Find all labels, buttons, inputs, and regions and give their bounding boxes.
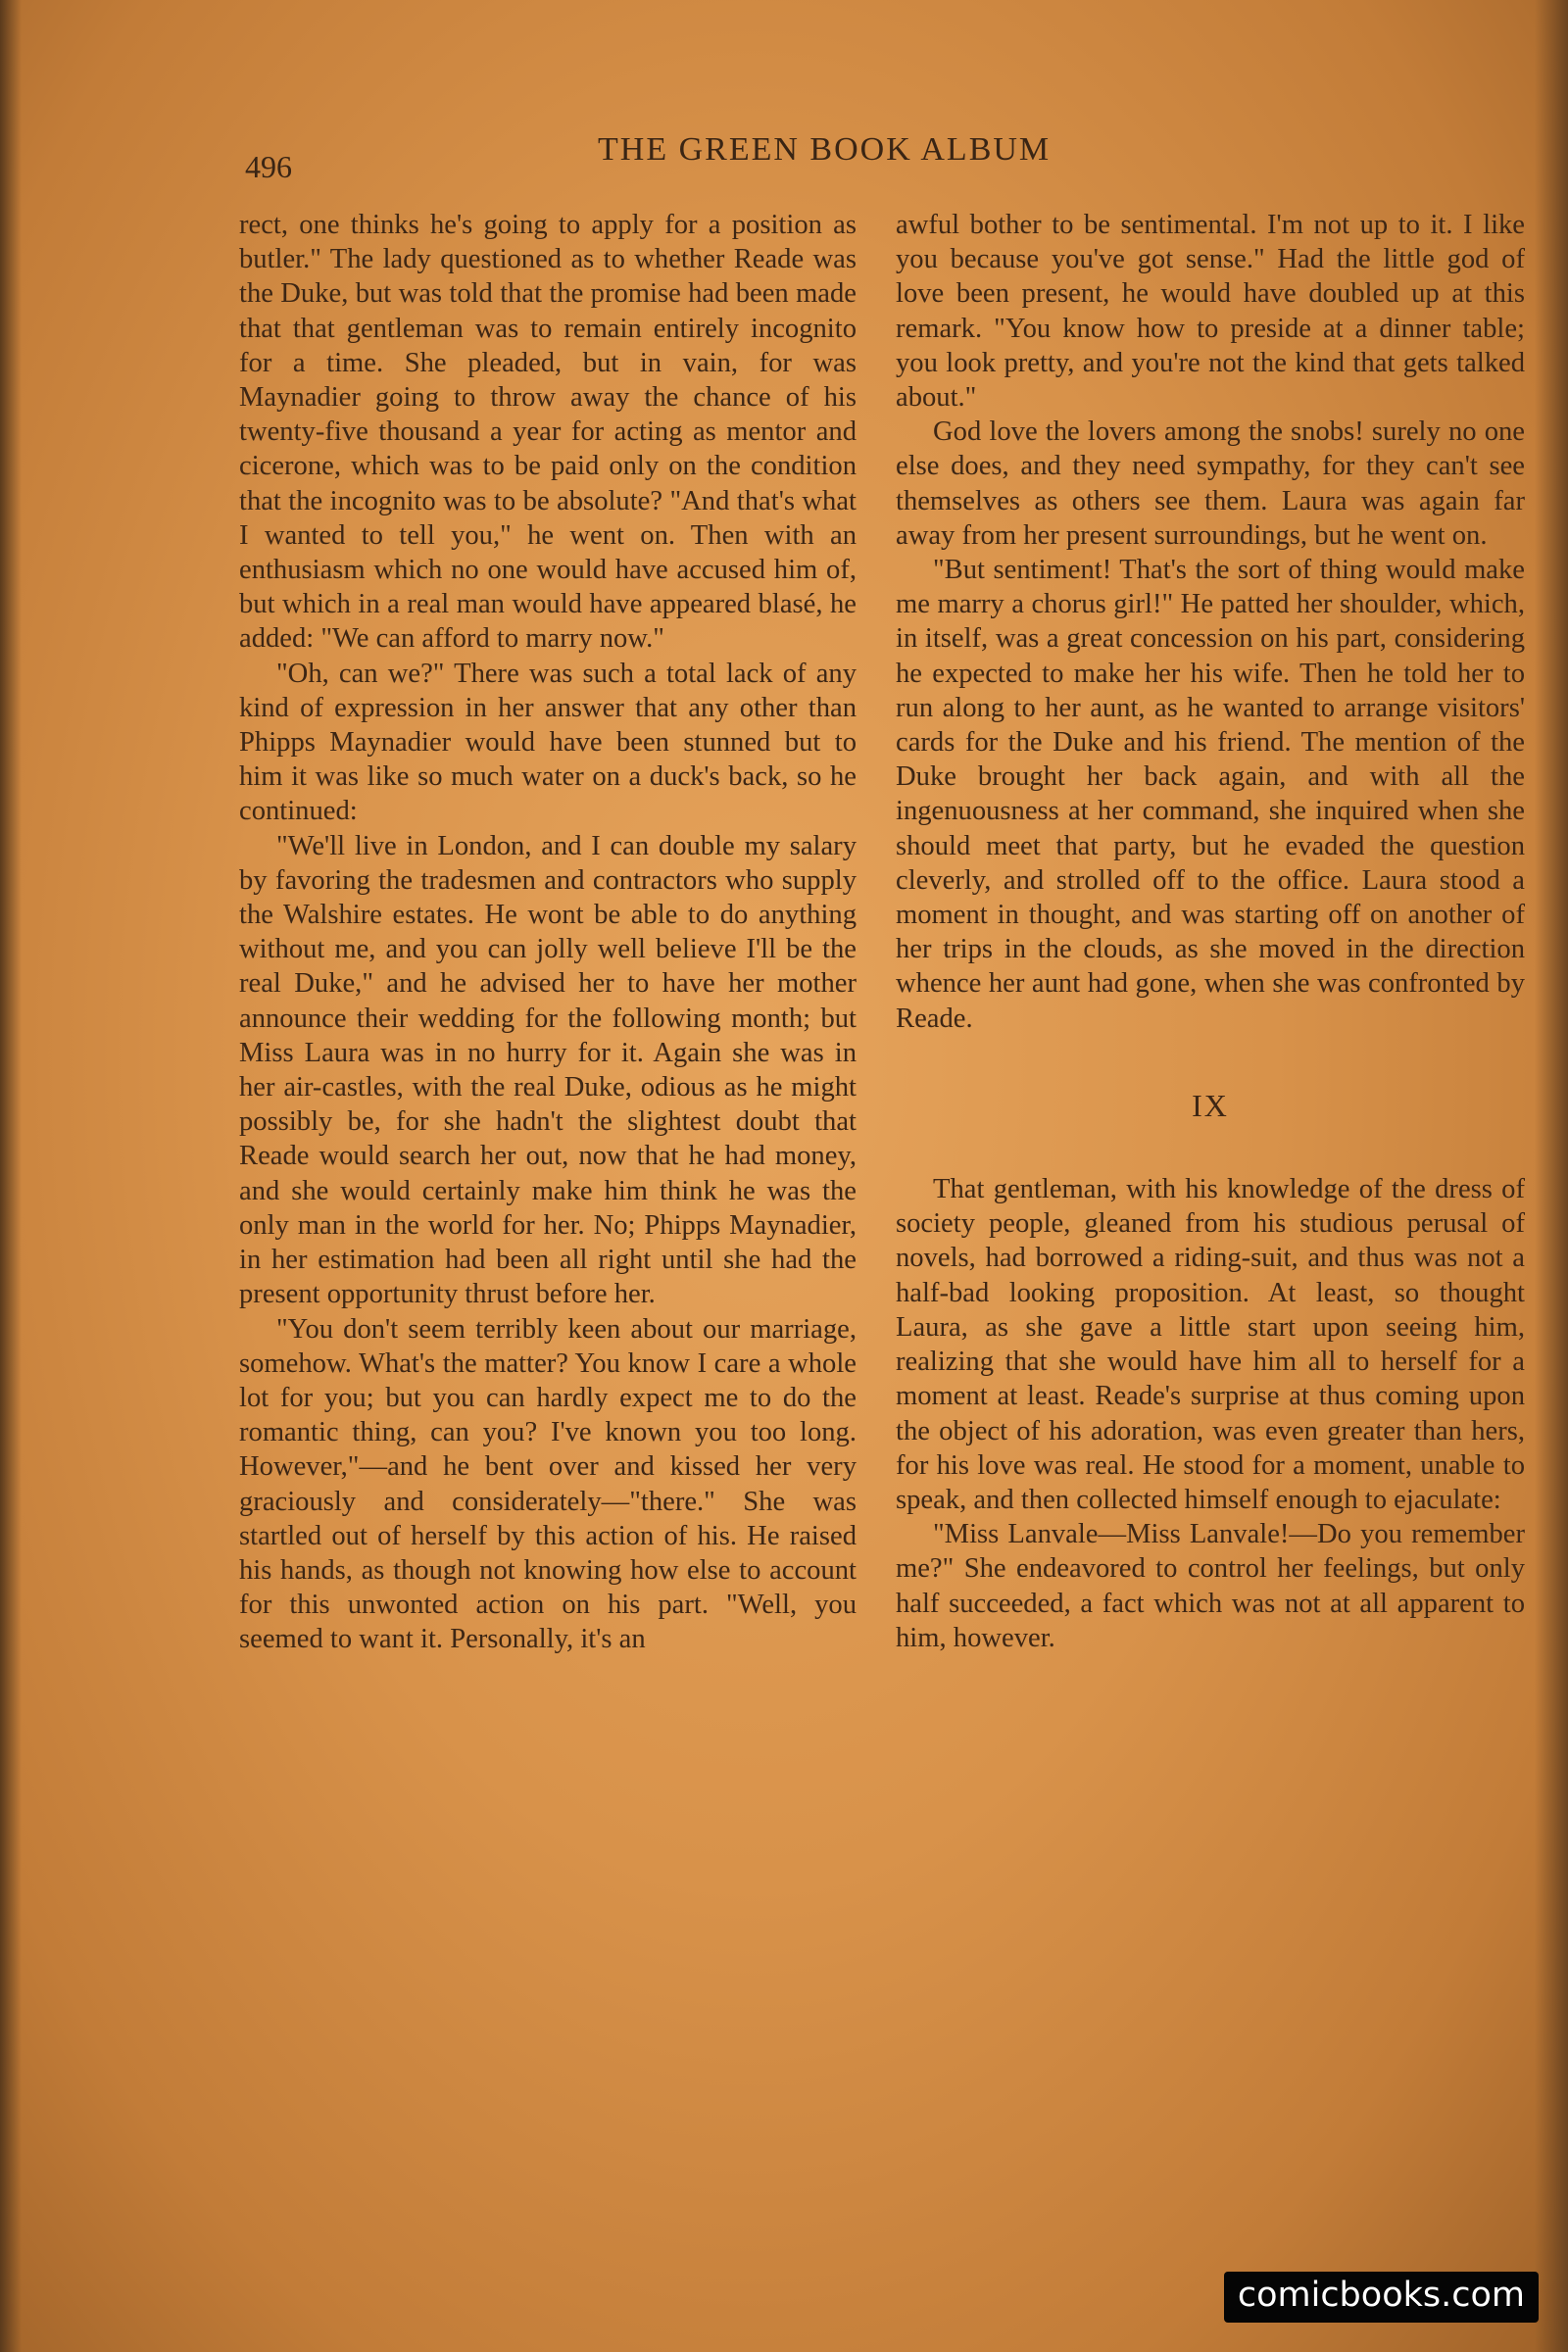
paragraph: "Oh, can we?" There was such a total lack of any kind of expression in her answer that any other than Phipps Maynadier would have been stunned but to him it was like so much water on a duck's back, so he continued: (239, 658, 857, 827)
page-header (245, 125, 1539, 184)
left-text-column (239, 208, 857, 1657)
paragraph: That gentleman, with his knowledge of the dress of society people, gleaned from his studious perusal of novels, had borrowed a riding-suit, and thus was not a half-bad looking proposition. At least, so thought Laura, as she gave a little start upon seeing him, realizing that she would have him all to herself for a moment at least. Reade's surprise at thus coming upon the object of his adoration, was even greater than hers, for his love was real. He stood for a moment, unable to speak, and then collected himself enough to ejaculate: (896, 1174, 1525, 1515)
page-number: 496 (245, 149, 292, 184)
site-watermark: comicbooks.com (1224, 2272, 1539, 2323)
paragraph: God love the lovers among the snobs! surely no one else does, and they need sympathy, for they can't see themselves as others see them. Laura was again far away from her present surroundings, but he went on. (896, 416, 1525, 551)
right-text-column (896, 208, 1525, 1655)
chapter-heading: IX (1192, 1087, 1229, 1123)
page-left-edge-shadow (0, 0, 22, 2352)
running-title: THE GREEN BOOK ALBUM (598, 131, 1052, 168)
paragraph: "Miss Lanvale—Miss Lanvale!—Do you remember me?" She endeavored to control her feelings, but only half succeeded, a fact which was not at all apparent to him, however. (896, 1519, 1525, 1653)
page-right-edge-shadow (1535, 0, 1568, 2352)
paragraph: "We'll live in London, and I can double my salary by favoring the tradesmen and contractors who supply the Walshire estates. He wont be able to do anything without me, and you can jolly well believe I'll be the real Duke," and he advised her to have her mother announce their wedding for the following month; but Miss Laura was in no hurry for it. Again she was in her air-castles, with the real Duke, odious as he might possibly be, for she hadn't the slightest doubt that Reade would search her out, now that he had money, and she would certainly make him think he was the only man in the world for her. No; Phipps Maynadier, in her estimation had been all right until she had the present opportunity thrust before her. (239, 830, 857, 1310)
paragraph: rect, one thinks he's going to apply for a position as butler." The lady questioned as to whether Reade was the Duke, but was told that the promise had been made that that gentleman was to remain entirely incognito for a time. She pleaded, but in vain, for was Maynadier going to throw away the chance of his twenty-five thousand a year for acting as mentor and cicerone, which was to be paid only on the condition that the incognito was to be absolute? "And that's what I wanted to tell you," he went on. Then with an enthusiasm which no one would have accused him of, but which in a real man would have appeared blasé, he added: "We can afford to marry now." (239, 210, 857, 655)
paragraph: awful bother to be sentimental. I'm not up to it. I like you because you've got sense." Had the little god of love been present, he would have doubled up at this remark. "You know how to preside at a dinner table; you look pretty, and you're not the kind that gets talked about." (896, 210, 1525, 414)
paragraph: "You don't seem terribly keen about our marriage, somehow. What's the matter? You know I care a whole lot for you; but you can hardly expect me to do the romantic thing, can you? I've known you too long. However,"—and he bent over and kissed her very graciously and considerately—"there." She was startled out of herself by this action of his. He raised his hands, as though not knowing how else to account for this unwonted action on his part. "Well, you seemed to want it. Personally, it's an (239, 1313, 857, 1655)
paragraph: "But sentiment! That's the sort of thing would make me marry a chorus girl!" He patted her shoulder, which, in itself, was a great concession on his part, considering he expected to make her his wife. Then he told her to run along to her aunt, as he wanted to arrange visitors' cards for the Duke and his friend. The mention of the Duke brought her back again, and with all the ingenuousness at her command, she inquired when she should meet that party, but he evaded the question cleverly, and strolled off to the office. Laura stood a moment in thought, and was starting off on another of her trips in the clouds, as she moved in the direction whence her aunt had gone, when she was confronted by Reade. (896, 555, 1525, 1034)
